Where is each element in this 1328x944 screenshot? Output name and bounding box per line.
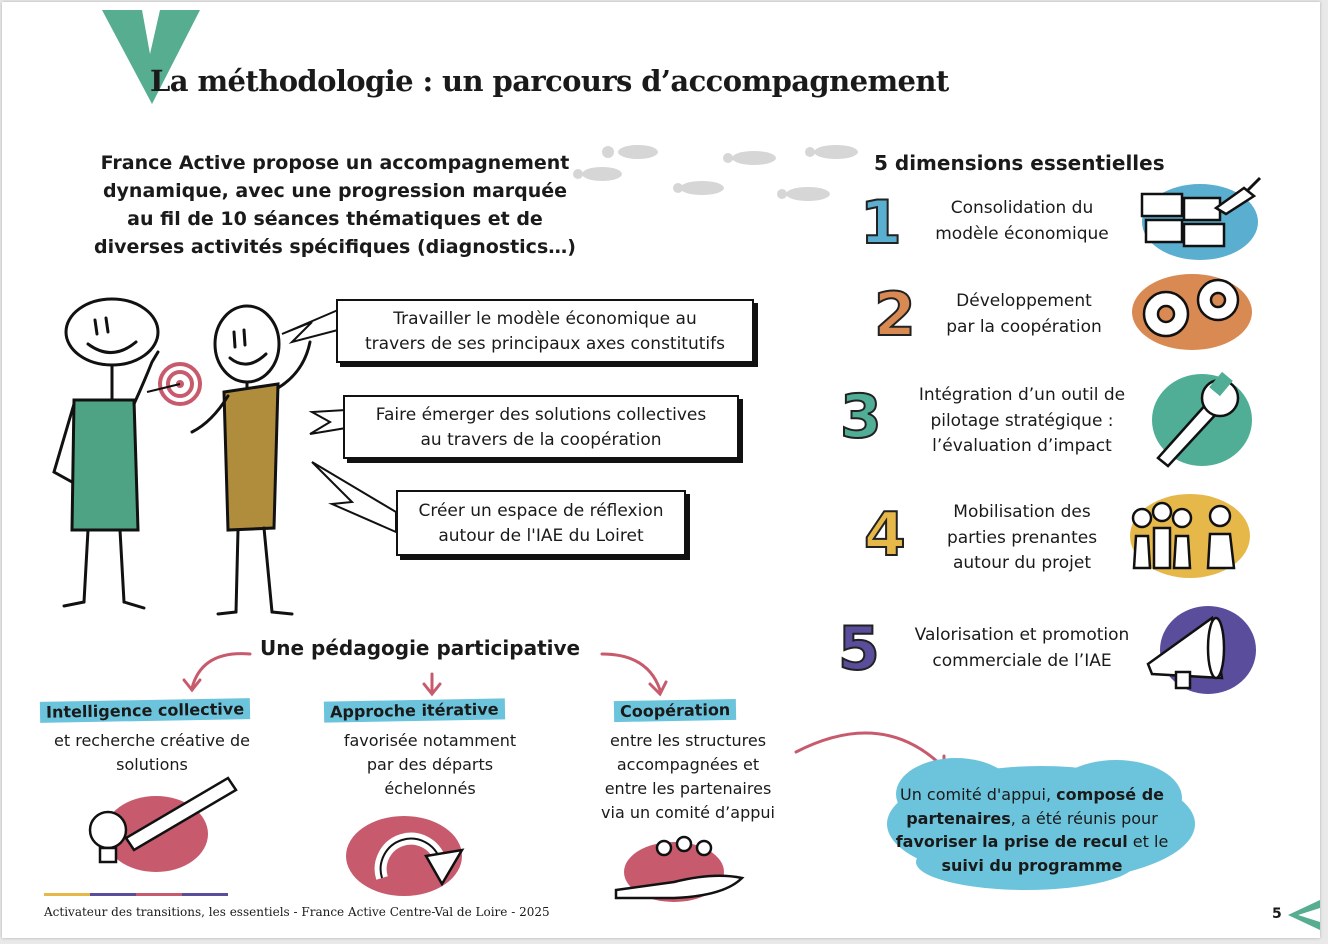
committee-text (882, 783, 1182, 877)
dimension-line: autour du projet (952, 553, 1092, 573)
intro-line: au fil de 10 séances thématiques et de (127, 208, 543, 230)
dimension-line: Développement (956, 291, 1092, 311)
dimension-number: 5 (838, 614, 880, 684)
people-group-icon (1124, 488, 1256, 580)
dimension-line: Consolidation du (950, 198, 1094, 218)
dimension-line: modèle économique (935, 223, 1109, 244)
speech-bubble (343, 395, 739, 459)
dimension-label (897, 623, 1147, 674)
gears-icon (1126, 266, 1258, 356)
footer-text: Activateur des transitions, les essentiels - France Active Centre-Val de Loire - 2025 (44, 905, 550, 919)
dimension-line: pilotage stratégique : (930, 410, 1114, 431)
bubble-line: Créer un espace de réflexion (418, 501, 664, 521)
page-number: 5 (1272, 906, 1282, 922)
pedagogy-label: Approche itérative (324, 698, 505, 722)
pedagogy-title: Une pédagogie participative (260, 636, 581, 660)
intro-line: France Active propose un accompagnement (100, 152, 570, 174)
pedagogy-line: via un comité d’appui (601, 803, 775, 822)
bubble-line: travers de ses principaux axes constitutifs (365, 334, 725, 354)
dimensions-title: 5 dimensions essentielles (874, 151, 1165, 175)
pedagogy-line: et recherche créative de (54, 731, 250, 750)
intro-line: dynamique, avec une progression marquée (102, 180, 568, 202)
dimension-label (897, 196, 1147, 247)
dimension-line: commerciale de l’IAE (932, 650, 1112, 671)
dimension-line: Intégration d’un outil de (918, 385, 1126, 405)
committee-text-bold: suivi du programme (941, 855, 1123, 875)
footprints-icon (572, 136, 872, 216)
target-icon (147, 364, 200, 404)
dimension-number: 3 (840, 382, 882, 452)
speech-bubble (336, 299, 754, 363)
bubble-line: Faire émerger des solutions collectives (375, 405, 707, 425)
committee-text-part: Un comité d'appui, (899, 785, 1057, 804)
bubble-line: Travailler le modèle économique au (393, 309, 697, 329)
committee-text-bold: favoriser la prise de recul (895, 832, 1128, 851)
dimension-line: Valorisation et promotion (914, 625, 1130, 645)
dimension-line: par la coopération (946, 316, 1102, 337)
pedagogy-description (568, 729, 808, 825)
pedagogy-description (32, 729, 272, 777)
pedagogy-label: Coopération (614, 699, 737, 722)
pedagogy-line: échelonnés (384, 779, 476, 798)
footer-color-bar (44, 892, 228, 898)
committee-text-part: , a été réunis pour (1010, 808, 1158, 828)
pedagogy-line: entre les structures (609, 731, 767, 750)
intro-line: diverses activités spécifiques (diagnostics…) (94, 236, 576, 258)
intro-text (80, 149, 590, 261)
pedagogy-line: entre les partenaires (604, 779, 772, 798)
circular-arrow-icon (342, 808, 482, 898)
hand-people-icon (614, 832, 754, 904)
dimension-label (899, 289, 1149, 340)
lightbulb-pencil-icon (78, 772, 248, 882)
dimension-line: Mobilisation des (953, 502, 1091, 522)
pedagogy-line: solutions (116, 755, 188, 774)
page-title: La méthodologie : un parcours d’accompagnement (150, 64, 949, 98)
dimension-label (897, 383, 1147, 460)
dimension-line: parties prenantes (946, 527, 1098, 548)
bubble-line: au travers de la coopération (420, 430, 662, 450)
dimension-number: 4 (864, 500, 906, 570)
pedagogy-label: Intelligence collective (40, 698, 250, 723)
dimension-line: l’évaluation d’impact (932, 436, 1112, 456)
dimension-number: 1 (860, 188, 902, 258)
pedagogy-line: accompagnées et (616, 755, 760, 774)
pedagogy-arrows (172, 640, 692, 704)
bricks-trowel-icon (1136, 174, 1266, 264)
committee-text-part: et le (1127, 832, 1169, 851)
pedagogy-line: favorisée notamment (343, 731, 517, 750)
megaphone-icon (1142, 602, 1258, 694)
bubble-line: autour de l'IAE du Loiret (438, 526, 644, 546)
pedagogy-description (310, 729, 550, 801)
dimension-label (897, 500, 1147, 577)
corner-chevron-icon (1286, 898, 1320, 932)
page (2, 2, 1320, 938)
speech-bubble (396, 490, 686, 556)
wrench-icon (1146, 370, 1256, 470)
dimension-number: 2 (874, 280, 916, 350)
pedagogy-line: par des départs (366, 755, 494, 774)
committee-text-bold: composé de partenaires (906, 785, 1165, 828)
